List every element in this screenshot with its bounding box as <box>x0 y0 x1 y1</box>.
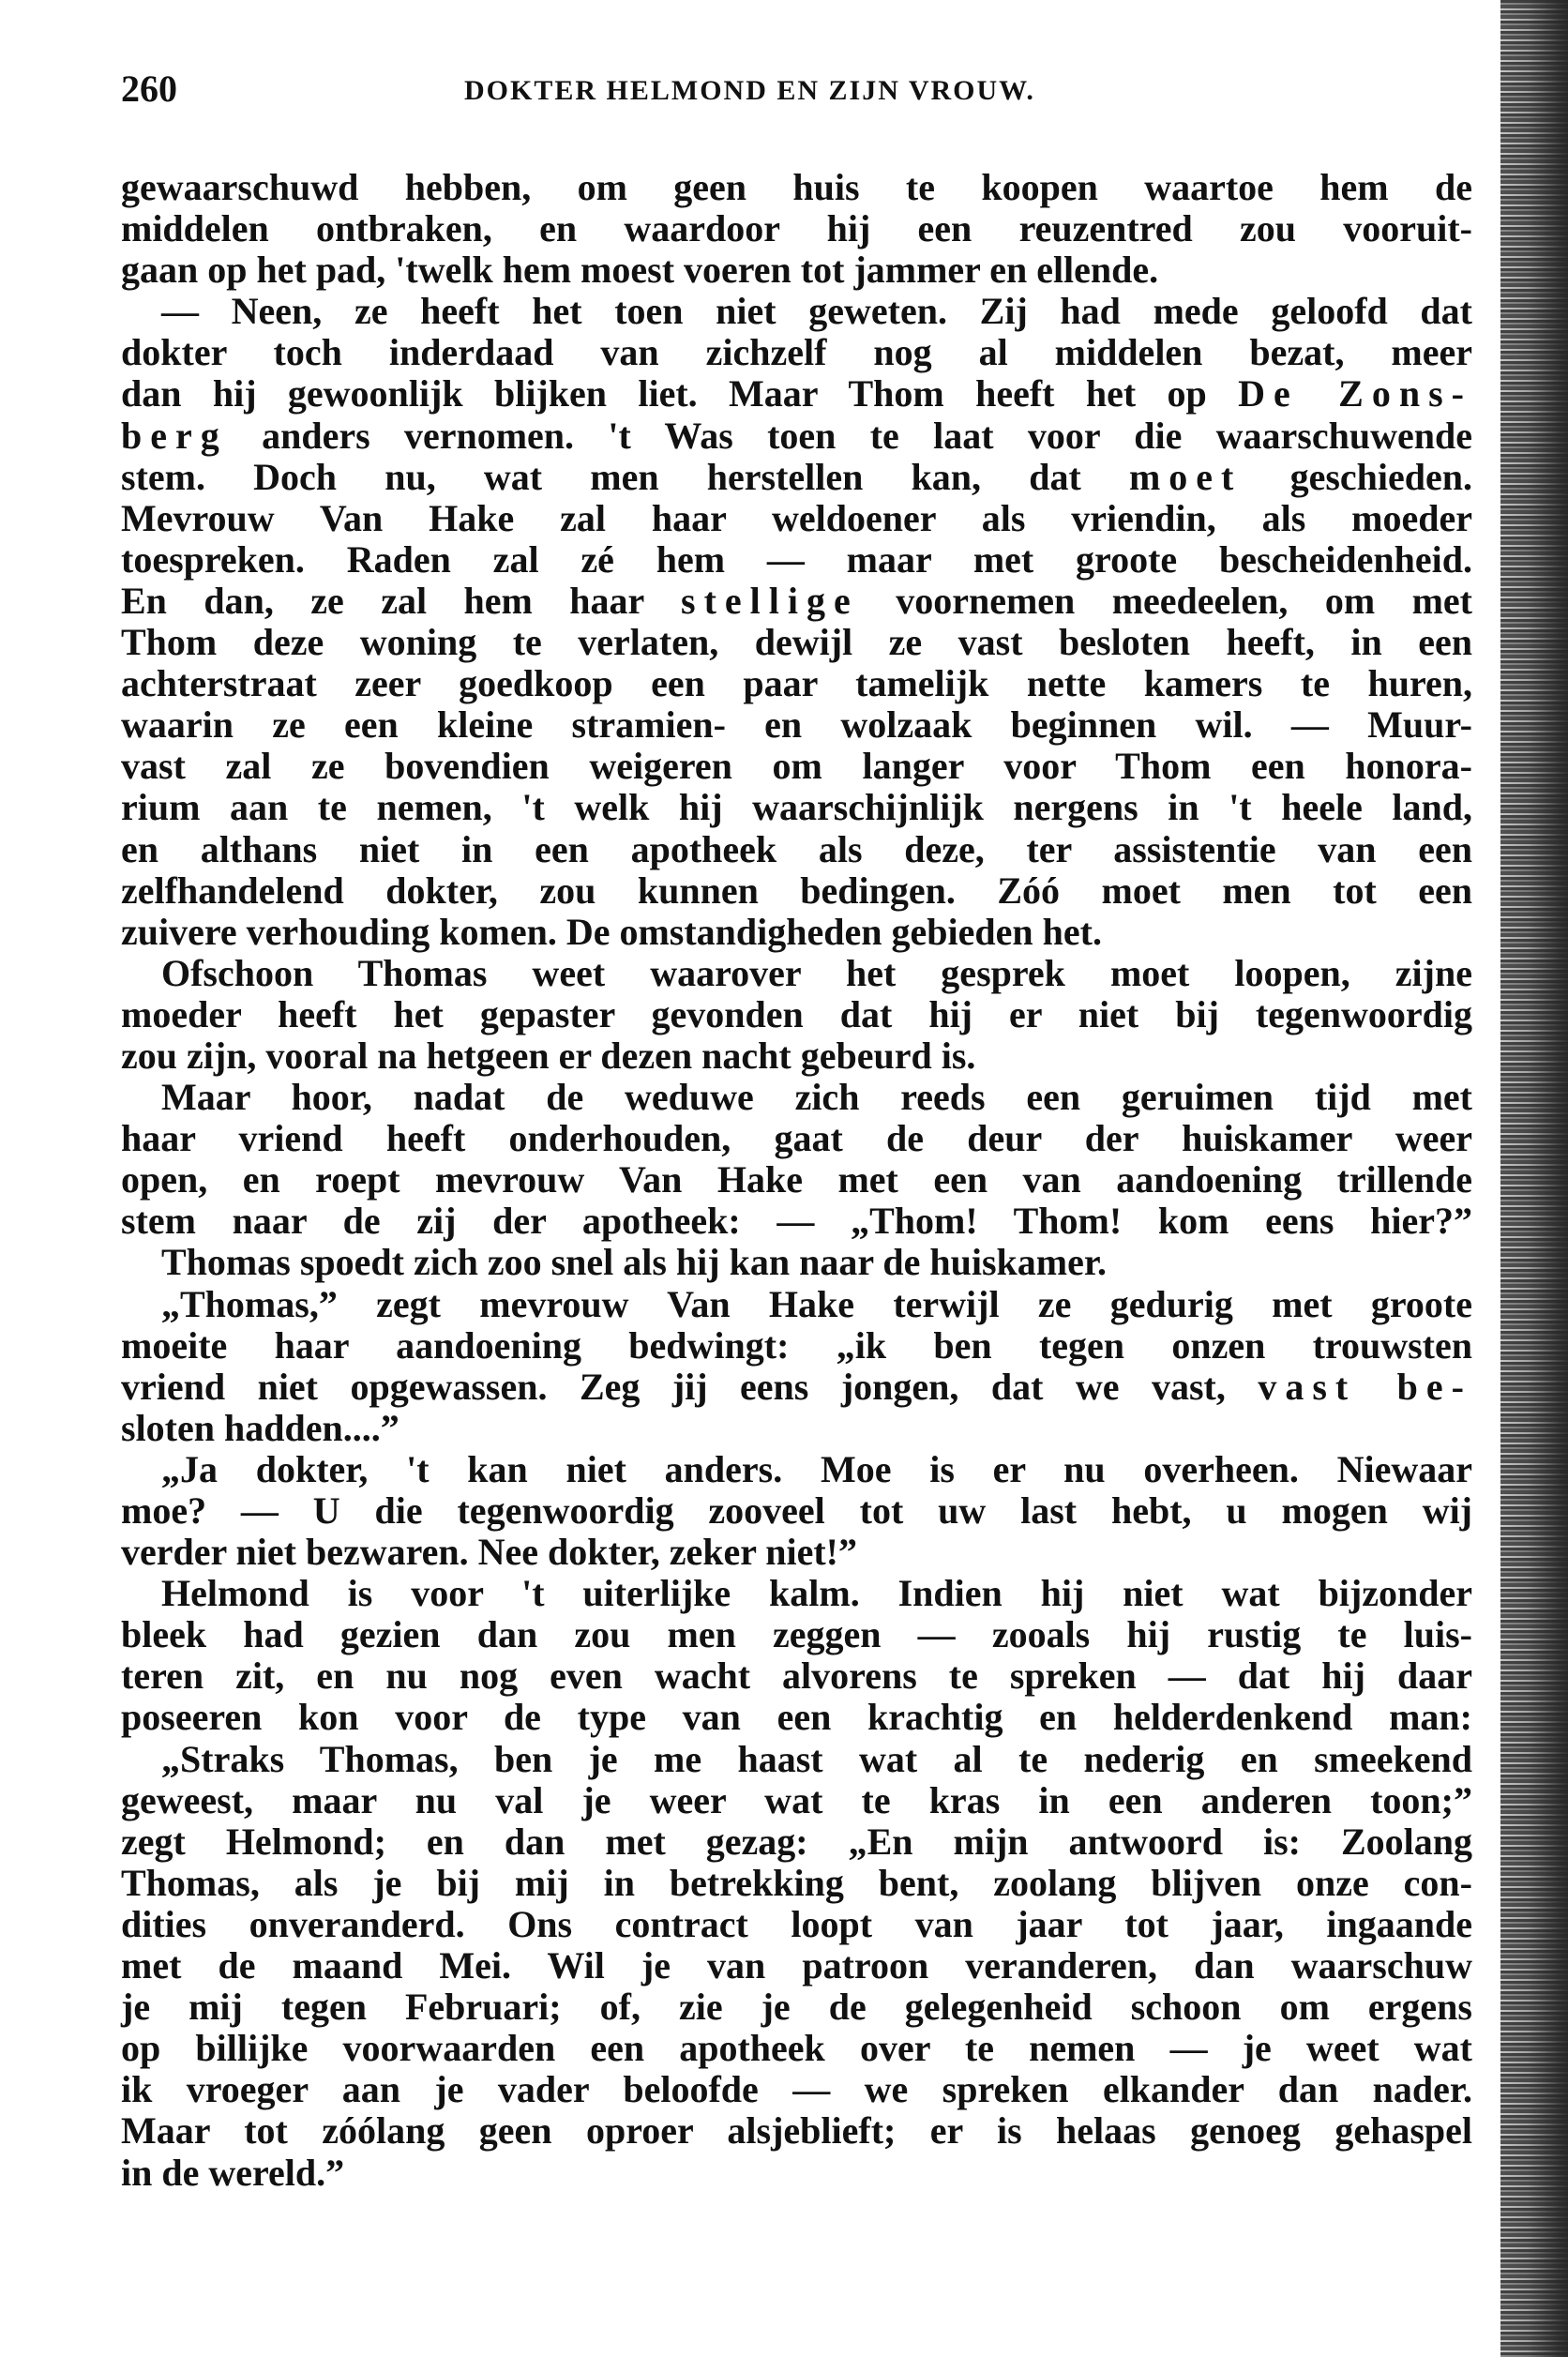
text-line: Maar tot zóólang geen oproer alsjeblieft; er is helaas genoeg gehaspel <box>121 2109 1472 2153</box>
text-line: dities onveranderd. Ons contract loopt van jaar tot jaar, ingaande <box>121 1902 1472 1945</box>
text-line: haar vriend heeft onderhouden, gaat de deur der huiskamer weer <box>121 1117 1472 1160</box>
text-line: bleek had gezien dan zou men zeggen — zooals hij rustig te luis- <box>121 1613 1472 1656</box>
text-line: „Thomas,” zegt mevrouw Van Hake terwijl ze gedurig met groote <box>161 1282 1472 1325</box>
text-line: moeite haar aandoening bedwingt: „ik ben tegen onzen trouwsten <box>121 1323 1472 1367</box>
running-header <box>121 66 1472 113</box>
text-line: moe? — U die tegenwoordig zooveel tot uw last hebt, u mogen wij <box>121 1489 1472 1532</box>
text-line: Thomas spoedt zich zoo snel als hij kan naar de huiskamer. <box>161 1241 1107 1284</box>
text-line: toespreken. Raden zal zé hem — maar met groote bescheidenheid. <box>121 537 1472 581</box>
text-line: zegt Helmond; en dan met gezag: „En mijn antwoord is: Zoolang <box>121 1820 1472 1863</box>
text-line: je mij tegen Februari; of, zie je de gelegenheid schoon om ergens <box>121 1986 1472 2029</box>
text-line: open, en roept mevrouw Van Hake met een van aandoening trillende <box>121 1158 1472 1201</box>
text-line: zuivere verhouding komen. De omstandigheden gebieden het. <box>121 910 1102 953</box>
text-line: op billijke voorwaarden een apotheek over te nemen — je weet wat <box>121 2027 1472 2070</box>
text-line: „Ja dokter, 't kan niet anders. Moe is er nu overheen. Niewaar <box>161 1447 1472 1490</box>
text-line: Ofschoon Thomas weet waarover het gesprek moet loopen, zijne <box>161 951 1472 994</box>
text-line: berg anders vernomen. 't Was toen te laat voor die waarschuwende <box>121 414 1472 457</box>
emphasized-text: stellige <box>681 579 859 622</box>
text-line: „Straks Thomas, ben je me haast wat al te nederig en smeekend <box>161 1737 1472 1780</box>
text-line: — Neen, ze heeft het toen niet geweten. Zij had mede geloofd dat <box>161 290 1472 333</box>
text-line: gaan op het pad, 'twelk hem moest voeren tot jammer en ellende. <box>121 249 1159 292</box>
text-line: Helmond is voor 't uiterlijke kalm. Indien hij niet wat bijzonder <box>161 1572 1472 1615</box>
text-line: stem naar de zij der apotheek: — „Thom! Thom! kom eens hier?” <box>121 1200 1472 1243</box>
text-line: verder niet bezwaren. Nee dokter, zeker niet!” <box>121 1531 857 1574</box>
text-line: waarin ze een kleine stramien- en wolzaak beginnen wil. — Muur- <box>121 703 1472 747</box>
text-line: zou zijn, vooral na hetgeen er dezen nacht gebeurd is. <box>121 1034 976 1077</box>
text-line: in de wereld.” <box>121 2151 345 2194</box>
scan-edge-shadow <box>1500 0 1568 2357</box>
text-line: dokter toch inderdaad van zichzelf nog al middelen bezat, meer <box>121 331 1472 374</box>
emphasized-text: berg <box>121 414 228 457</box>
text-line: met de maand Mei. Wil je van patroon veranderen, dan waarschuw <box>121 1944 1472 1987</box>
text-line: zelfhandelend dokter, zou kunnen bedingen. Zóó moet men tot een <box>121 869 1472 912</box>
text-line: rium aan te nemen, 't welk hij waarschijnlijk nergens in 't heele land, <box>121 786 1472 829</box>
text-line: achterstraat zeer goedkoop een paar tamelijk nette kamers te huren, <box>121 662 1472 705</box>
text-line: sloten hadden....” <box>121 1406 400 1449</box>
text-line: en althans niet in een apotheek als deze, ter assistentie van een <box>121 827 1472 870</box>
text-line: gewaarschuwd hebben, om geen huis te koopen waartoe hem de <box>121 166 1472 208</box>
text-line: vriend niet opgewassen. Zeg jij eens jongen, dat we vast, vast be- <box>121 1365 1472 1408</box>
text-line: middelen ontbraken, en waardoor hij een reuzentred zou vooruit- <box>121 207 1472 250</box>
text-line: ik vroeger aan je vader beloofde — we spreken elkander dan nader. <box>121 2068 1472 2111</box>
emphasized-text: moet <box>1128 455 1243 498</box>
emphasized-text: De Zons- <box>1238 372 1472 415</box>
text-line: teren zit, en nu nog even wacht alvorens te spreken — dat hij daar <box>121 1654 1472 1698</box>
text-line: Maar hoor, nadat de weduwe zich reeds een geruimen tijd met <box>161 1076 1472 1119</box>
text-line: poseeren kon voor de type van een krachtig en helderdenkend man: <box>121 1696 1472 1739</box>
text-line: Mevrouw Van Hake zal haar weldoener als vriendin, als moeder <box>121 496 1472 539</box>
text-line: dan hij gewoonlijk blijken liet. Maar Thom heeft het op De Zons- <box>121 372 1472 415</box>
emphasized-text: vast be- <box>1258 1365 1472 1408</box>
text-line: vast zal ze bovendien weigeren om langer voor Thom een honora- <box>121 745 1472 788</box>
text-line: stem. Doch nu, wat men herstellen kan, dat moet geschieden. <box>121 455 1473 498</box>
text-line: En dan, ze zal hem haar stellige voornemen meedeelen, om met <box>121 579 1473 622</box>
text-line: moeder heeft het gepaster gevonden dat hij er niet bij tegenwoordig <box>121 992 1472 1035</box>
text-line: geweest, maar nu val je weer wat te kras in een anderen toon;” <box>121 1778 1472 1821</box>
page-number: 260 <box>121 68 177 110</box>
body-text <box>121 167 1472 2194</box>
running-title: DOKTER HELMOND EN ZIJN VROUW. <box>464 75 1035 106</box>
text-line: Thomas, als je bij mij in betrekking bent, zoolang blijven onze con- <box>121 1861 1472 1904</box>
text-line: Thom deze woning te verlaten, dewijl ze vast besloten heeft, in een <box>121 621 1472 664</box>
